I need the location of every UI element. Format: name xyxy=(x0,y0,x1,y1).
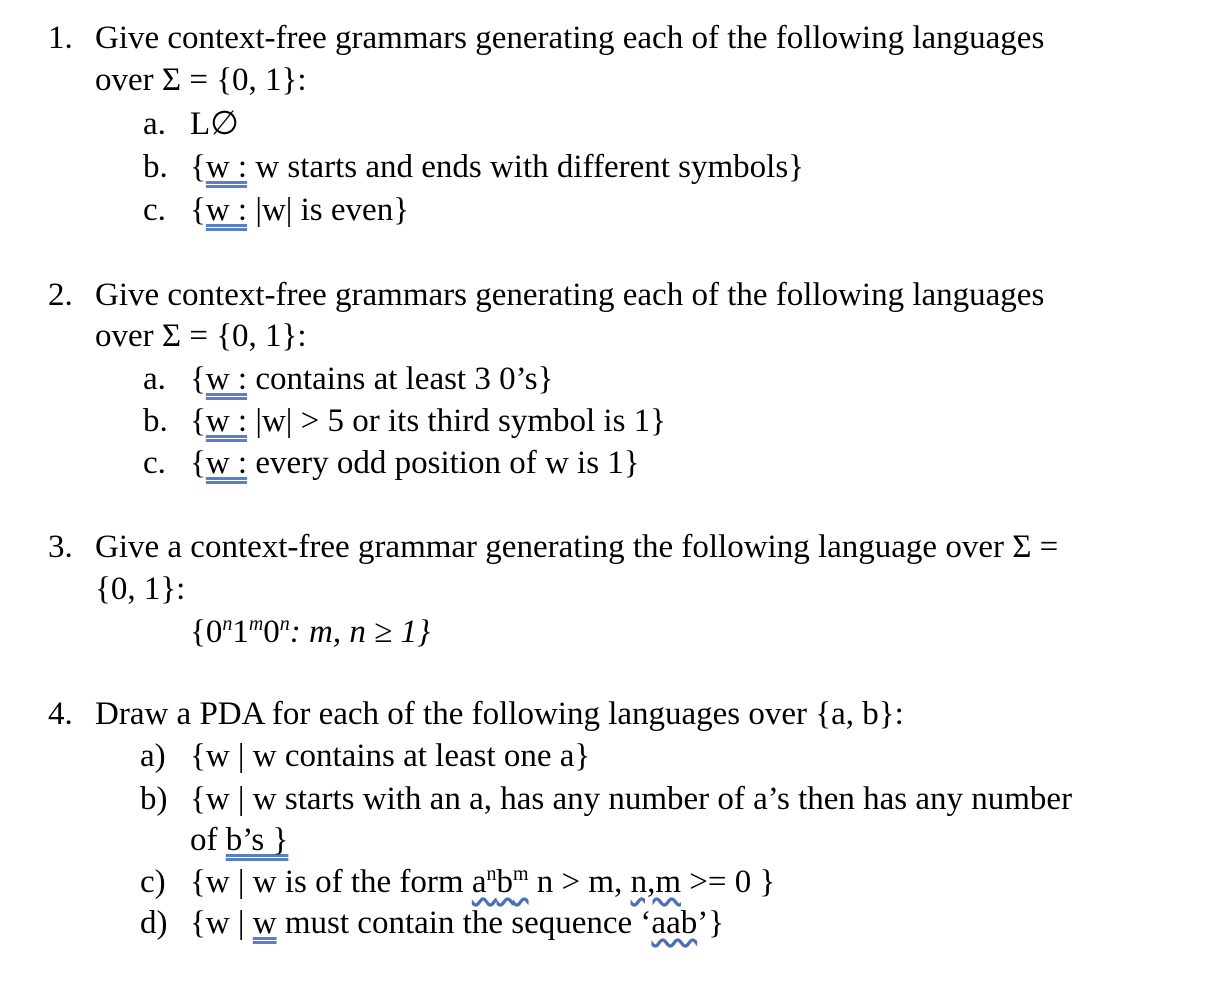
q4b-text: {w | w starts with an a, has any number of a’s then has any number xyxy=(190,781,1073,817)
q4c-label: c) xyxy=(140,864,166,900)
q2c-text: {w : every odd position of w is 1} xyxy=(190,445,640,481)
q1-stem-line2: over Σ = {0, 1}: xyxy=(95,62,307,98)
q2a-label: a. xyxy=(143,361,166,397)
q2b-label: b. xyxy=(143,403,168,439)
q3-stem-line2: {0, 1}: xyxy=(95,571,186,607)
q4b-text-cont: of b’s } xyxy=(190,822,289,858)
q2c-label: c. xyxy=(143,445,166,481)
q1c-label: c. xyxy=(143,192,166,228)
q1a-label: a. xyxy=(143,106,166,142)
q2a-text: {w : contains at least 3 0’s} xyxy=(190,361,554,397)
q4-stem: Draw a PDA for each of the following languages over {a, b}: xyxy=(95,696,904,732)
q4b-label: b) xyxy=(140,781,168,817)
q2-stem-line1: Give context-free grammars generating each of the following languages xyxy=(95,277,1045,313)
q4c-text: {w | w is of the form $a^nb^m$ n > m, n,m >= 0 } xyxy=(190,863,776,900)
q2-number: 2. xyxy=(48,277,73,313)
q1c-text: {w : |w| is even} xyxy=(190,192,410,228)
q1-number: 1. xyxy=(48,20,73,56)
q1b-label: b. xyxy=(143,149,168,185)
q1-stem-line1: Give context-free grammars generating each of the following languages xyxy=(95,20,1045,56)
q3-stem-line1: Give a context-free grammar generating the following language over Σ = xyxy=(95,529,1059,565)
q4d-label: d) xyxy=(140,905,168,941)
q1a-text: L∅ xyxy=(190,106,239,142)
q4a-label: a) xyxy=(140,738,166,774)
q3-number: 3. xyxy=(48,529,73,565)
q4a-text: {w | w contains at least one a} xyxy=(190,738,591,774)
q2b-text: {w : |w| > 5 or its third symbol is 1} xyxy=(190,403,667,439)
q2-stem-line2: over Σ = {0, 1}: xyxy=(95,318,307,354)
q4d-text: {w | w must contain the sequence ‘aab’} xyxy=(190,905,725,941)
q1b-text: {w : w starts and ends with different symbols} xyxy=(190,149,805,185)
q3-formula: {0$^n$1$^m$0$^n$: m, n ≥ 1} xyxy=(190,613,431,650)
q4-number: 4. xyxy=(48,696,73,732)
